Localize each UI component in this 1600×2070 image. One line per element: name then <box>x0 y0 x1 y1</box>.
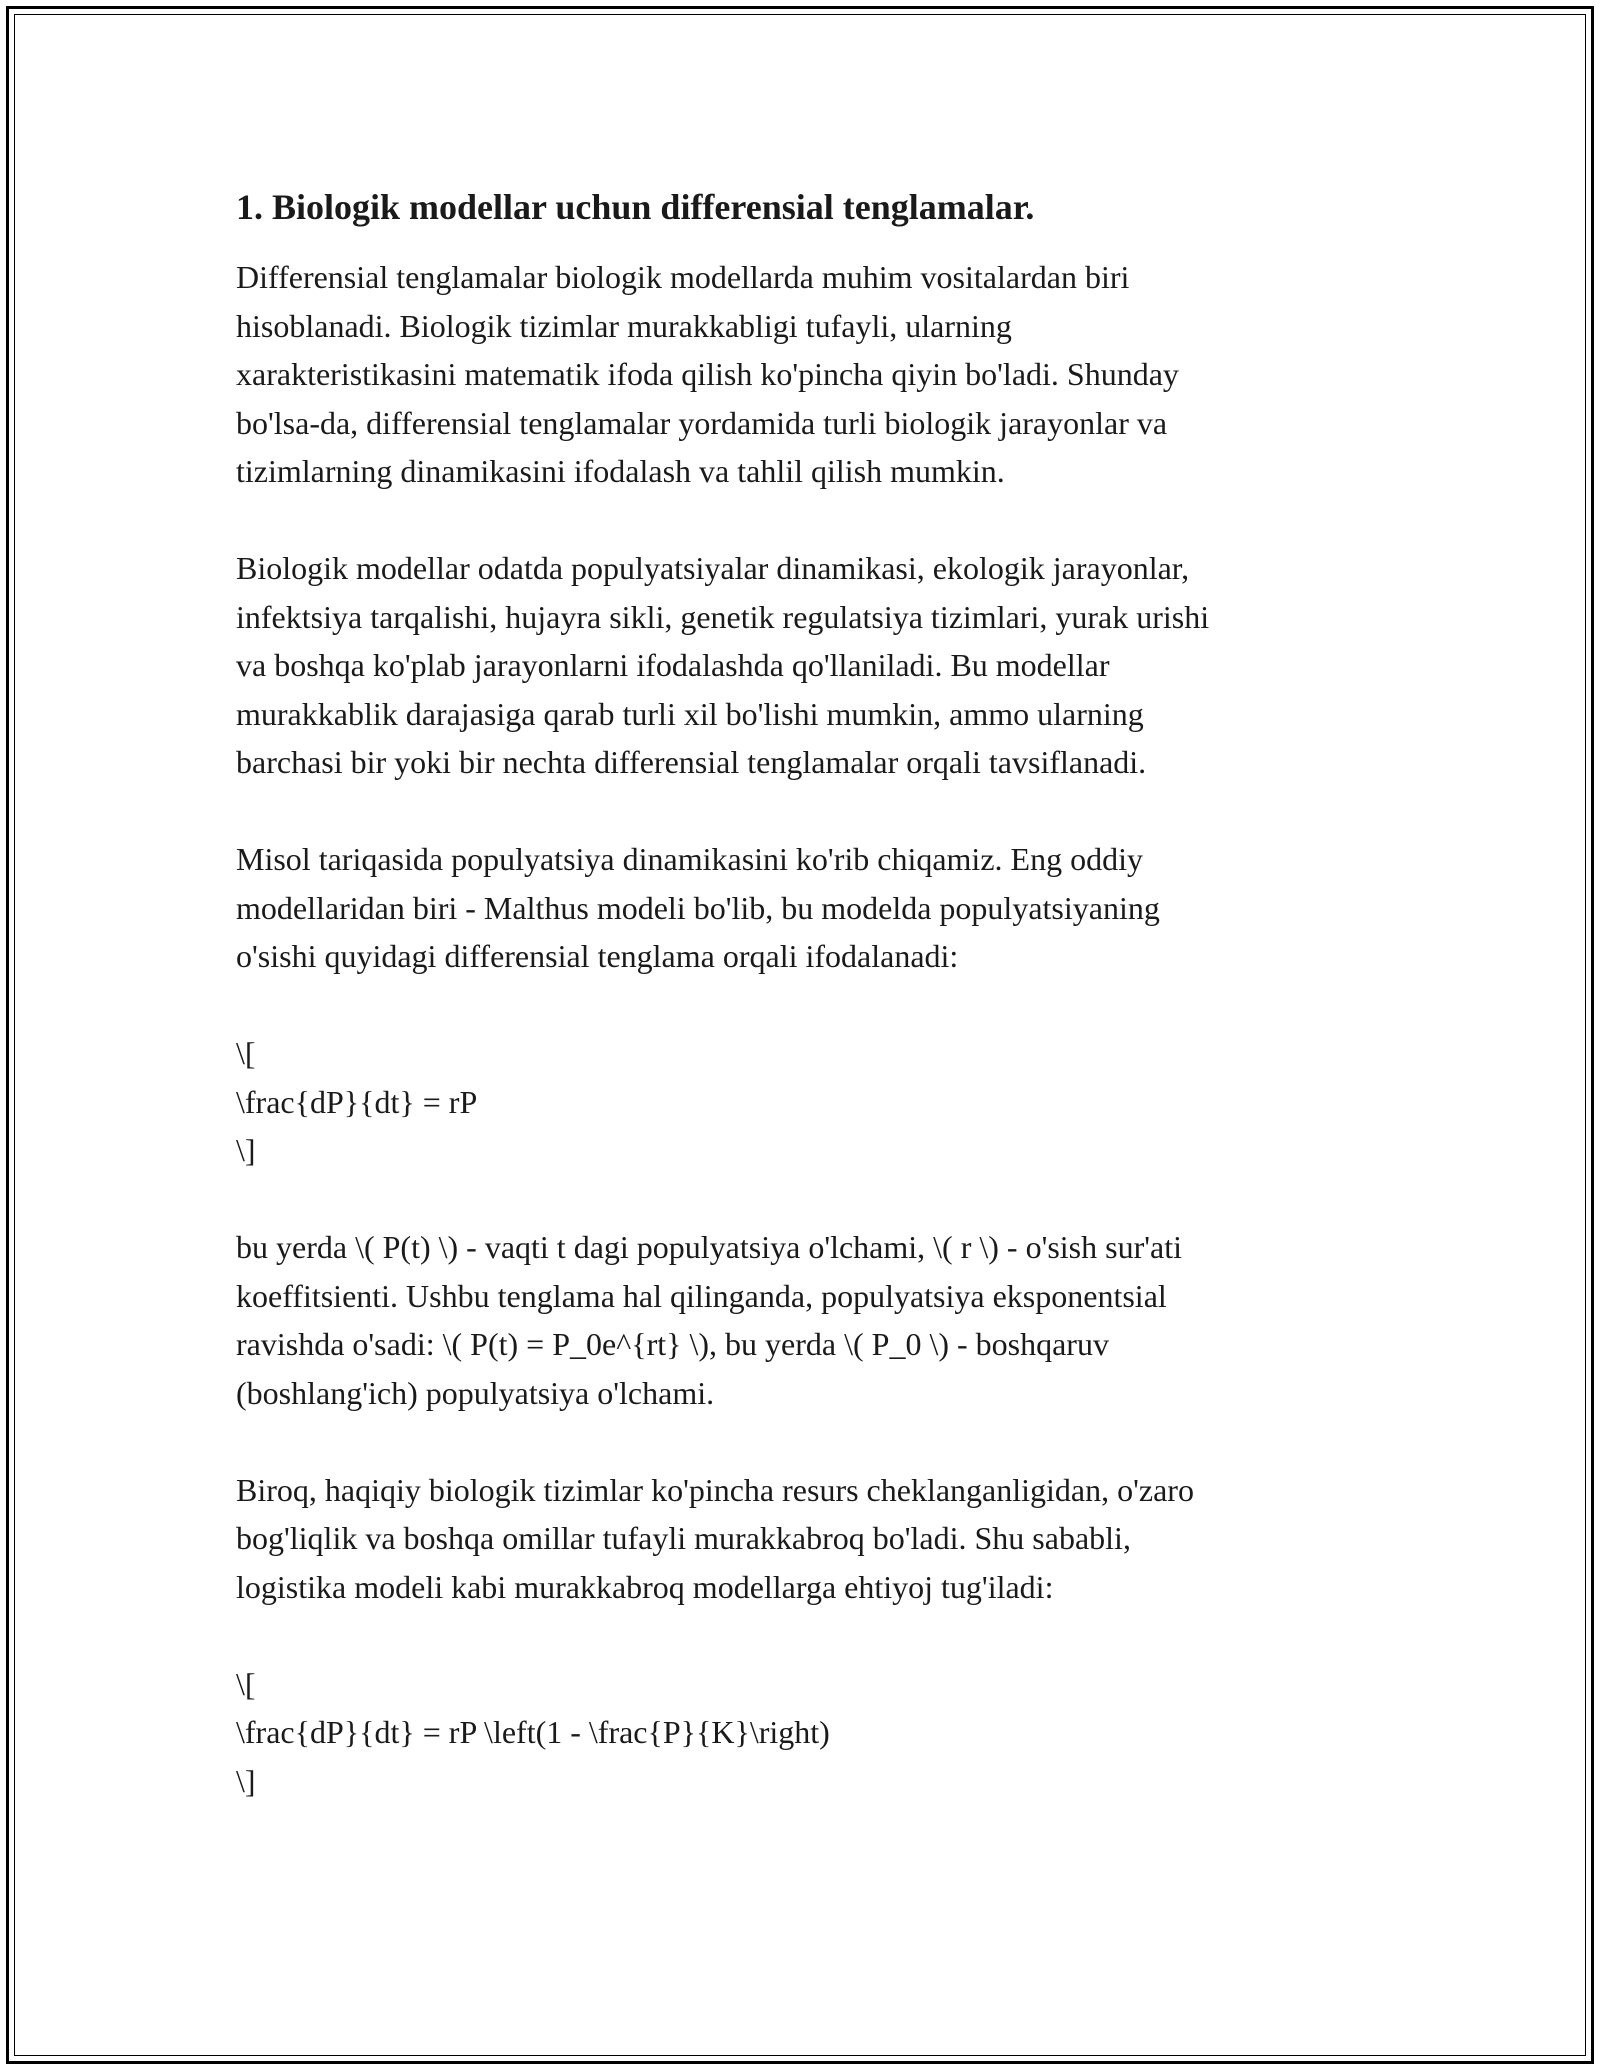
section-heading: 1. Biologik modellar uchun differensial tenglamalar. <box>236 187 1035 227</box>
formula-line: \[ <box>236 1035 256 1071</box>
text-line: bog'liqlik va boshqa omillar tufayli murakkabroq bo'ladi. Shu sababli, <box>236 1520 1131 1556</box>
text-line: murakkablik darajasiga qarab turli xil bo'lishi mumkin, ammo ularning <box>236 695 1144 732</box>
text-line: barchasi bir yoki bir nechta differensial tenglamalar orqali tavsiflanadi. <box>236 744 1147 780</box>
paragraph-logistic-intro <box>236 1466 1366 1612</box>
text-line: modellaridan biri - Malthus modeli bo'lib, bu modelda populyatsiyaning <box>236 889 1160 926</box>
text-line: tizimlarning dinamikasini ifodalash va tahlil qilish mumkin. <box>236 453 1005 489</box>
text-line: Misol tariqasida populyatsiya dinamikasini ko'rib chiqamiz. Eng oddiy <box>236 841 1143 877</box>
text-line: o'sishi quyidagi differensial tenglama orqali ifodalanadi: <box>236 938 959 974</box>
formula-line: \frac{dP}{dt} = rP \left(1 - \frac{P}{K}\right) <box>236 1714 830 1750</box>
text-line: va boshqa ko'plab jarayonlarni ifodalashda qo'llaniladi. Bu modellar <box>236 647 1110 683</box>
formula-logistic <box>236 1660 1366 1806</box>
text-line: bu yerda \( P(t) \) - vaqti t dagi populyatsiya o'lchami, \( r \) - o'sish sur'ati <box>236 1229 1182 1265</box>
text-line: ravishda o'sadi: \( P(t) = P_0e^{rt} \), bu yerda \( P_0 \) - boshqaruv <box>236 1326 1109 1362</box>
text-line: hisoblanadi. Biologik tizimlar murakkabligi tufayli, ularning <box>236 307 1012 344</box>
text-line: logistika modeli kabi murakkabroq modellarga ehtiyoj tug'iladi: <box>236 1568 1054 1605</box>
formula-line: \] <box>236 1132 256 1168</box>
text-line: infektsiya tarqalishi, hujayra sikli, genetik regulatsiya tizimlari, yurak urishi <box>236 598 1210 635</box>
formula-line: \[ <box>236 1665 256 1702</box>
text-line: Biologik modellar odatda populyatsiyalar dinamikasi, ekologik jarayonlar, <box>236 550 1190 586</box>
document-body <box>236 185 1366 1854</box>
text-line: xarakteristikasini matematik ifoda qilish ko'pincha qiyin bo'ladi. Shunday <box>236 356 1179 392</box>
paragraph-malthus-explanation <box>236 1223 1366 1417</box>
formula-line: \frac{dP}{dt} = rP <box>236 1083 478 1120</box>
paragraph-malthus-intro <box>236 835 1366 981</box>
text-line: Differensial tenglamalar biologik modellarda muhim vositalardan biri <box>236 259 1130 295</box>
paragraph-intro <box>236 253 1366 496</box>
formula-line: \] <box>236 1762 256 1799</box>
formula-malthus <box>236 1029 1366 1175</box>
text-line: bo'lsa-da, differensial tenglamalar yordamida turli biologik jarayonlar va <box>236 404 1168 441</box>
paragraph-applications <box>236 544 1366 787</box>
text-line: koeffitsienti. Ushbu tenglama hal qilinganda, populyatsiya eksponentsial <box>236 1277 1167 1314</box>
text-line: (boshlang'ich) populyatsiya o'lchami. <box>236 1374 715 1411</box>
text-line: Biroq, haqiqiy biologik tizimlar ko'pincha resurs cheklanganligidan, o'zaro <box>236 1471 1194 1508</box>
